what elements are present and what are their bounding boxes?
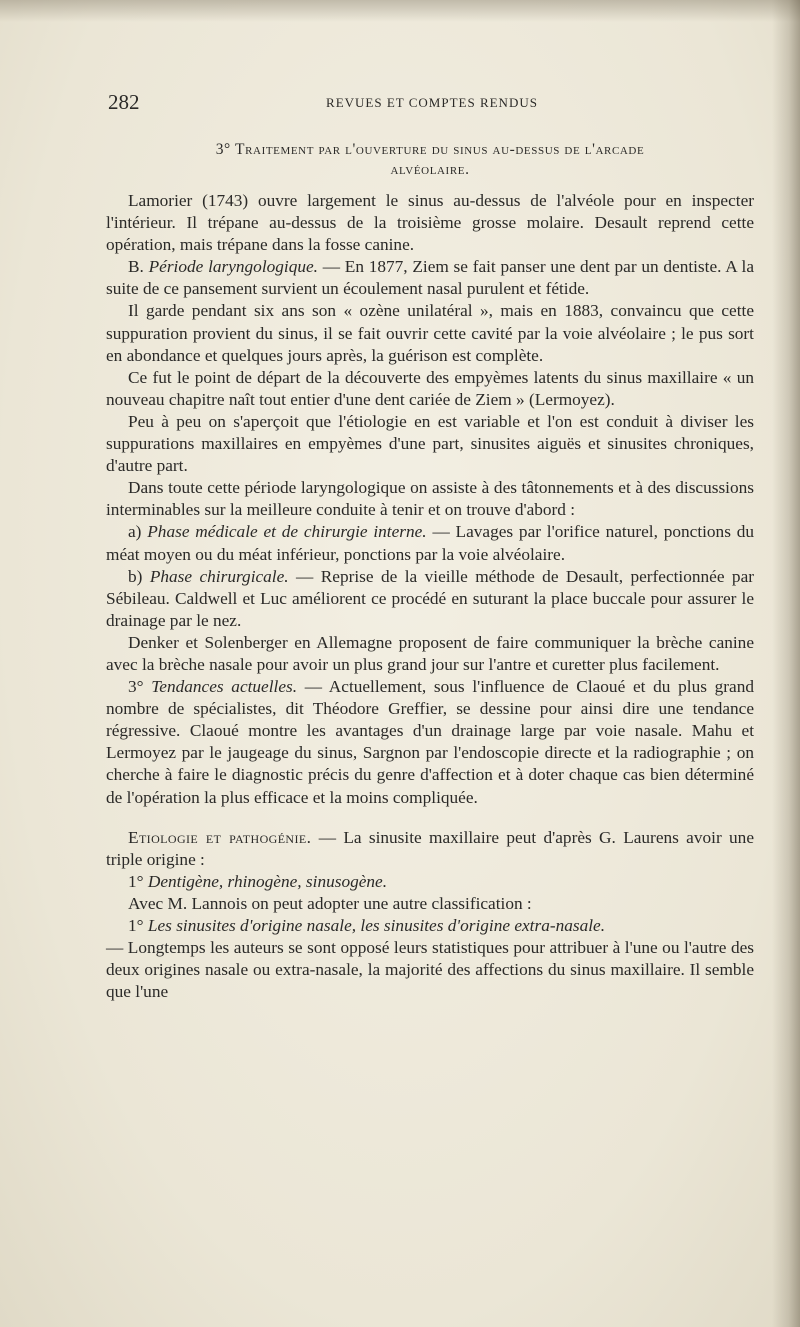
paragraph-empyemes: Ce fut le point de départ de la découverte des empyèmes latents du sinus maxillaire « un nouveau chapitre naît tout entier d'une dent cariée de Ziem » (Lermoyez).	[106, 367, 754, 409]
paragraph-text: — Lavages par l'orifice naturel, ponctions du méat moyen ou du méat inférieur, ponctions par la voie alvéolaire.	[106, 522, 755, 564]
paragraph-heading-italic: Tendances actuelles.	[151, 677, 298, 697]
paragraph-label: B.	[128, 257, 149, 277]
paragraph-statistiques: — Longtemps les auteurs se sont opposé leurs statistiques pour attribuer à l'une ou l'autre des deux origines nasale ou extra-nasale, la majorité des affections du sinus maxillaire. Il semble que l'une	[106, 938, 754, 1002]
paragraph-etiologie-variable: Peu à peu on s'aperçoit que l'étiologie en est variable et l'on est conduit à diviser les suppurations maxillaires en empyèmes d'une part, sinusites aiguës et sinusites chroniques, d'autre part.	[106, 411, 754, 476]
paragraph-periode-laryngologique	[106, 256, 754, 300]
paragraph-heading-italic: Phase médicale et de chirurgie interne.	[147, 522, 427, 542]
page-number: 282	[108, 90, 140, 114]
page-body	[106, 140, 754, 1003]
paragraph-tendances-actuelles	[106, 676, 754, 809]
paragraph-text: — La sinusite maxillaire peut d'après G. Laurens avoir une triple origine :	[106, 827, 754, 869]
paragraph-label: 1°	[128, 916, 148, 935]
paragraph-label: b)	[128, 566, 150, 586]
paragraph-label: 1°	[128, 871, 148, 891]
paragraph-heading-italic: Les sinusites d'origine nasale, les sinusites d'origine extra-nasale.	[147, 916, 606, 935]
paragraph-tatonnements: Dans toute cette période laryngologique on assiste à des tâtonnements et à des discussions interminables sur la meilleure conduite à tenir et on trouve d'abord :	[106, 478, 754, 520]
paragraph-etiologie-pathogenie	[106, 827, 754, 871]
paragraph-denker: Denker et Solenberger en Allemagne proposent de faire communiquer la brèche canine avec la brèche nasale pour avoir un plus grand jour sur l'antre et curetter plus facilement.	[106, 632, 754, 674]
paragraph-label: a)	[128, 522, 148, 542]
paragraph-label: 3°	[128, 677, 152, 697]
paragraph-heading-italic: Dentigène, rhinogène, sinusogène.	[147, 871, 388, 891]
section-gap	[106, 809, 754, 827]
paragraph-heading-small-caps: Etiologie et pathogénie.	[128, 827, 312, 847]
paragraph-triple-origine	[106, 871, 754, 893]
running-head: REVUES ET COMPTES RENDUS	[326, 95, 538, 110]
paragraph-heading-italic: Période laryngologique.	[148, 257, 318, 277]
paragraph-origine-nasale	[106, 915, 754, 937]
paragraph-phase-medicale	[106, 521, 754, 565]
section-title	[106, 140, 754, 180]
paragraph-text: — En 1877, Ziem se fait panser une dent par un dentiste. A la suite de ce pansement survient un écoulement nasal purulent et fétide.	[106, 257, 754, 299]
paragraph-text: — Reprise de la vieille méthode de Desault, perfectionnée par Sébileau. Caldwell et Luc améliorent ce procédé en suturant la place buccale pour assurer le drainage par le nez.	[106, 566, 754, 630]
paragraph-phase-chirurgicale	[106, 566, 754, 632]
page-top-shadow	[0, 0, 800, 22]
section-title-line-2: alvéolaire.	[390, 161, 470, 178]
paragraph-lamorier: Lamorier (1743) ouvre largement le sinus au-dessus de l'alvéole pour en inspecter l'intérieur. Il trépane au-dessus de la troisième grosse molaire. Desault reprend cette opération, mais trépane dans la fosse canine.	[106, 191, 754, 255]
paragraph-lannois: Avec M. Lannois on peut adopter une autre classification :	[128, 893, 532, 913]
page-header	[108, 90, 756, 120]
paragraph-heading-italic: Phase chirurgicale.	[149, 566, 289, 586]
section-title-line-1: 3° Traitement par l'ouverture du sinus au-dessus de l'arcade	[215, 141, 645, 158]
page-binding-shadow	[772, 0, 800, 1327]
paragraph-text: — Actuellement, sous l'influence de Claoué et du plus grand nombre de spécialistes, dit Théodore Greffier, se dessine pour ainsi dire une tendance régressive. Claoué montre les avantages d'un drainage large par voie nasale. Mahu et Lermoyez par le jaugeage du sinus, Sargnon par l'endoscopie directe et la radiographie ; on cherche à faire le diagnostic précis du genre d'affection et à doter chaque cas bien déterminé de l'opération la plus efficace et la moins compliquée.	[106, 677, 754, 807]
paragraph-ozene: Il garde pendant six ans son « ozène unilatéral », mais en 1883, convaincu que cette suppuration provient du sinus, il se fait ouvrir cette cavité par la voie alvéolaire ; le pus sort en abondance et quelques jours après, la guérison est complète.	[106, 301, 754, 365]
